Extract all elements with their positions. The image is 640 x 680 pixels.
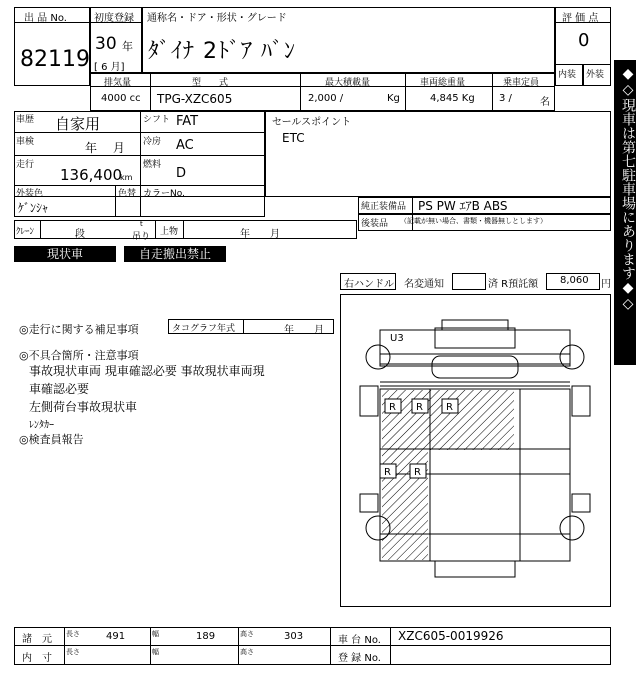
defect-line-2: 車確認必要 xyxy=(29,382,90,396)
equipment-label: 純正装備品 xyxy=(361,202,407,212)
height-label: 高さ xyxy=(240,630,254,638)
upper-label: 上物 xyxy=(160,227,179,237)
footer-table xyxy=(14,627,611,665)
u3-label: U3 xyxy=(390,333,404,344)
first-reg-label: 初度登録 xyxy=(94,13,134,24)
gross-weight: 4,845 Kg xyxy=(430,93,475,104)
inspection: 年 月 xyxy=(85,141,125,155)
reg-no-label: 登 録 No. xyxy=(338,653,381,664)
model-code-label: 型 式 xyxy=(192,78,229,88)
capacity-label: 乗車定員 xyxy=(503,78,540,88)
r-mark: R xyxy=(384,467,391,478)
steering: 右ハンドル xyxy=(344,279,394,290)
reg-month: [ 6 月] xyxy=(94,62,125,73)
inner-length-label: 長さ xyxy=(66,648,80,656)
tacho-date: 年 月 xyxy=(284,325,324,336)
mileage: 136,400 xyxy=(60,166,123,184)
chassis: XZC605-0019926 xyxy=(398,629,504,643)
equipment: PS PW ｴｱB ABS xyxy=(418,199,508,213)
color-no-label: カラーNo. xyxy=(143,189,185,199)
shift: FAT xyxy=(176,114,199,129)
tacho-label: タコグラフ年式 xyxy=(172,324,236,334)
mileage-unit: km xyxy=(120,173,133,182)
upper-date: 年 月 xyxy=(240,229,280,240)
driving-note: ◎走行に関する補足事項 xyxy=(19,323,139,336)
gross-weight-label: 車両総重量 xyxy=(420,78,466,88)
self-transport-ban-button: 自走搬出禁止 xyxy=(124,246,226,262)
lot-no: 82119 xyxy=(20,47,90,72)
r-mark: R xyxy=(389,402,396,413)
crane-label: ｸﾚｰﾝ xyxy=(16,227,35,237)
r-mark: R xyxy=(446,402,453,413)
inspection-label: 車検 xyxy=(16,137,35,147)
crane-hang: 吊り xyxy=(132,232,151,242)
history-label: 車歴 xyxy=(16,115,35,125)
width-label: 幅 xyxy=(152,630,159,638)
current-status-button: 現状車 xyxy=(14,246,116,262)
defect-line-1: 事故現状車両 現車確認必要 事故現状車両現 xyxy=(29,364,265,378)
model-name: ﾀﾞｲﾅ 2ﾄﾞｱ ﾊﾞﾝ xyxy=(148,39,296,64)
defects-label: ◎不具合箇所・注意事項 xyxy=(19,349,139,362)
ac-label: 冷房 xyxy=(143,137,162,147)
max-load-label: 最大積載量 xyxy=(325,78,371,88)
inner-label: 内 寸 xyxy=(22,653,52,664)
fuel: D xyxy=(176,166,187,181)
crane-row xyxy=(14,220,357,239)
sales-point-label: セールスポイント xyxy=(272,117,352,128)
displacement-label: 排気量 xyxy=(104,78,132,88)
tax-deposit: 8,060 xyxy=(560,275,589,286)
crane-t: t xyxy=(140,220,143,228)
max-load-unit: Kg xyxy=(387,93,400,104)
tax-unit: 円 xyxy=(601,279,611,290)
shift-label: シフト xyxy=(143,115,171,125)
dims-label: 諸 元 xyxy=(22,634,52,645)
width: 189 xyxy=(196,631,216,642)
rating: 0 xyxy=(578,30,590,51)
color: ｹﾞﾝｼｬ xyxy=(18,201,49,215)
crane-step: 段 xyxy=(75,229,85,240)
tax-deposit-label: 済 R預託額 xyxy=(488,279,539,290)
r-mark: R xyxy=(414,467,421,478)
exterior-label: 外装 xyxy=(586,70,605,80)
color-label: 外装色 xyxy=(16,189,44,199)
defect-line-4: ﾚﾝﾀｶｰ xyxy=(29,420,54,431)
aftermarket-note: （記載が無い場合、書類・機器無しとします） xyxy=(400,217,547,225)
model-code: TPG-XZC605 xyxy=(157,92,233,106)
displacement: 4000 cc xyxy=(101,93,141,104)
rating-label: 評 価 点 xyxy=(562,13,599,24)
name-change-box xyxy=(452,273,486,290)
spec-label-row xyxy=(90,73,555,87)
reg-year: 30 xyxy=(95,34,117,54)
name-change-label: 名変通知 xyxy=(404,279,444,290)
chassis-label: 車 台 No. xyxy=(338,635,381,646)
fuel-label: 燃料 xyxy=(143,160,162,170)
inner-height-label: 高さ xyxy=(240,648,254,656)
color-change-label: 色替 xyxy=(118,189,137,199)
defect-line-3: 左側荷台事故現状車 xyxy=(29,400,138,414)
capacity-unit: 名 xyxy=(540,97,550,108)
side-banner-text: ◆◇現車は第七駐車場にあります◆◇ xyxy=(620,66,636,312)
inner-width-label: 幅 xyxy=(152,648,159,656)
year-unit: 年 xyxy=(122,40,133,53)
history: 自家用 xyxy=(55,115,101,133)
mileage-label: 走行 xyxy=(16,160,35,170)
sales-point: ETC xyxy=(282,131,305,145)
lot-no-label: 出 品 No. xyxy=(24,13,67,24)
length: 491 xyxy=(106,631,126,642)
max-load: 2,000 / xyxy=(308,93,344,104)
capacity: 3 / xyxy=(499,93,512,104)
interior-label: 内装 xyxy=(558,70,577,80)
height: 303 xyxy=(284,631,304,642)
model-name-label: 通称名・ドア・形状・グレード xyxy=(147,13,287,24)
vehicle-diagram xyxy=(340,294,611,607)
r-mark: R xyxy=(416,402,423,413)
inspector-report: ◎検査員報告 xyxy=(19,433,84,446)
aftermarket-label: 後装品 xyxy=(361,219,389,229)
length-label: 長さ xyxy=(66,630,80,638)
ac: AC xyxy=(176,138,194,153)
